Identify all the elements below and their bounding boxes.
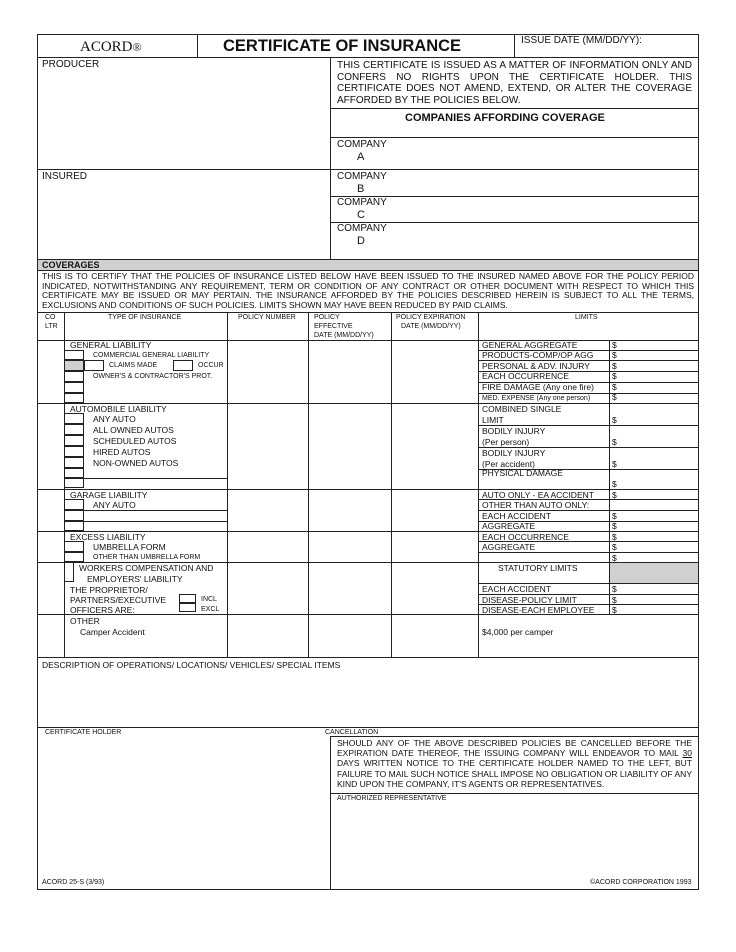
description-label: DESCRIPTION OF OPERATIONS/ LOCATIONS/ VEHICLES/ SPECIAL ITEMS [42, 660, 341, 670]
wc-statutory: STATUTORY LIMITS [498, 563, 578, 573]
wc-limit-1: DISEASE-POLICY LIMIT [482, 595, 577, 605]
garage-dollar-3: $ [612, 521, 617, 531]
wc-dollar-1: $ [612, 595, 617, 605]
other-title: OTHER [70, 616, 100, 626]
auto-title: AUTOMOBILE LIABILITY [70, 404, 167, 414]
wc-incl: INCL [201, 596, 217, 603]
garage-limit-3: AGGREGATE [482, 521, 536, 531]
wc-title-1: WORKERS COMPENSATION AND [79, 563, 214, 573]
gl-dollar-1: $ [612, 350, 617, 360]
other-item: Camper Accident [80, 627, 145, 637]
col-expiration-2: DATE (MM/DD/YY) [401, 323, 461, 330]
producer-label: PRODUCER [42, 59, 100, 70]
gl-claims-made: CLAIMS MADE [109, 362, 158, 369]
col-effective-3: DATE (MM/DD/YY) [314, 332, 374, 339]
insured-label: INSURED [42, 171, 88, 182]
garage-limit-0: AUTO ONLY - EA ACCIDENT [482, 490, 594, 500]
gl-occur: OCCUR [198, 362, 224, 369]
col-effective-1: POLICY [314, 314, 340, 321]
gl-limit-3: EACH OCCURRENCE [482, 371, 569, 381]
excess-dollar-2: $ [612, 553, 617, 563]
auto-item-0: ANY AUTO [93, 414, 136, 424]
gl-cgl: COMMERCIAL GENERAL LIABILITY [93, 352, 210, 359]
col-limits: LIMITS [575, 314, 598, 321]
gl-limit-5: MED. EXPENSE (Any one person) [482, 395, 591, 402]
company-c-letter: C [357, 209, 365, 221]
company-b-letter: B [357, 183, 365, 195]
acord-logo: ACORD® [80, 39, 142, 55]
gl-limit-2: PERSONAL & ADV. INJURY [482, 361, 590, 371]
garage-item: ANY AUTO [93, 500, 136, 510]
garage-limit-1: OTHER THAN AUTO ONLY: [482, 500, 590, 510]
company-b-label: COMPANY [337, 171, 387, 182]
gl-limit-1: PRODUCTS-COMP/OP AGG [482, 350, 594, 360]
auto-bi2-dollar: $ [612, 459, 617, 469]
gl-owners: OWNER'S & CONTRACTOR'S PROT. [93, 373, 213, 380]
garage-dollar-0: $ [612, 490, 617, 500]
auto-bi1: BODILY INJURY [482, 426, 546, 436]
gl-dollar-4: $ [612, 382, 617, 392]
gl-dollar-0: $ [612, 340, 617, 350]
excess-dollar-1: $ [612, 542, 617, 552]
auto-bi2: BODILY INJURY [482, 448, 546, 458]
garage-title: GARAGE LIABILITY [70, 490, 148, 500]
wc-proprietor-1: THE PROPRIETOR/ [70, 585, 148, 595]
other-limit: $4,000 per camper [482, 627, 554, 637]
excess-title: EXCESS LIABILITY [70, 532, 146, 542]
col-type: TYPE OF INSURANCE [108, 314, 182, 321]
auto-csl-dollar: $ [612, 415, 617, 425]
gl-dollar-5: $ [612, 392, 617, 402]
certificate-holder-label: CERTIFICATE HOLDER [45, 729, 122, 736]
wc-dollar-0: $ [612, 584, 617, 594]
col-policy-number: POLICY NUMBER [238, 314, 296, 321]
authorized-representative-label: AUTHORIZED REPRESENTATIVE [337, 795, 447, 802]
auto-bi1b: (Per person) [482, 437, 530, 447]
company-a-label: COMPANY [337, 139, 387, 150]
wc-limit-0: EACH ACCIDENT [482, 584, 551, 594]
auto-csl-2: LIMIT [482, 415, 504, 425]
auto-item-4: NON-OWNED AUTOS [93, 458, 179, 468]
excess-other: OTHER THAN UMBRELLA FORM [93, 554, 201, 561]
auto-csl-1: COMBINED SINGLE [482, 404, 562, 414]
wc-excl: EXCL [201, 606, 220, 613]
auto-item-1: ALL OWNED AUTOS [93, 425, 174, 435]
wc-proprietor-3: OFFICERS ARE: [70, 605, 135, 615]
wc-incl-checkbox[interactable] [179, 594, 196, 603]
excess-limit-1: AGGREGATE [482, 542, 536, 552]
company-c-label: COMPANY [337, 197, 387, 208]
issue-date-label: ISSUE DATE (MM/DD/YY): [521, 35, 642, 46]
company-a-letter: A [357, 151, 365, 163]
notice-days: 30 [682, 748, 692, 759]
coverages-heading: COVERAGES [42, 260, 100, 270]
garage-limit-2: EACH ACCIDENT [482, 511, 551, 521]
copyright: ©ACORD CORPORATION 1993 [590, 879, 692, 886]
cancellation-text: SHOULD ANY OF THE ABOVE DESCRIBED POLICIES BE CANCELLED BEFORE THE EXPIRATION DATE THEREOF, THE ISSUING COMPANY WILL ENDEAVOR TO MAIL 30 DAYS WRITTEN NOTICE TO THE CERTIFICATE HOLDER NAMED TO THE LEFT, BUT FAILURE TO MAIL SUCH NOTICE SHALL IMPOSE NO OBLIGATION OR LIABILITY OF ANY KIND UPON THE COMPANY, IT'S AGENTS OR REPRESENTATIVES. [337, 738, 692, 789]
auto-pd-dollar: $ [612, 479, 617, 489]
gl-limit-0: GENERAL AGGREGATE [482, 340, 578, 350]
auto-bi2b: (Per accident) [482, 459, 535, 469]
auto-pd: PHYSICAL DAMAGE [482, 468, 563, 478]
wc-dollar-2: $ [612, 605, 617, 615]
auto-item-2: SCHEDULED AUTOS [93, 436, 177, 446]
col-effective-2: EFFECTIVE [314, 323, 353, 330]
companies-heading: COMPANIES AFFORDING COVERAGE [405, 112, 605, 124]
gl-title: GENERAL LIABILITY [70, 340, 152, 350]
col-co: CO [45, 314, 56, 321]
form-number: ACORD 25-S (3/93) [42, 879, 105, 886]
wc-title-2: EMPLOYERS' LIABILITY [87, 574, 183, 584]
disclaimer-text: THIS CERTIFICATE IS ISSUED AS A MATTER OF INFORMATION ONLY AND CONFERS NO RIGHTS UPON THE CERTIFICATE HOLDER. THIS CERTIFICATE DOES NOT AMEND, EXTEND, OR ALTER THE COVERAGE AFFORDED BY THE POLICIES BELOW. [337, 60, 692, 106]
gl-limit-4: FIRE DAMAGE (Any one fire) [482, 382, 594, 392]
col-ltr: LTR [45, 323, 58, 330]
col-expiration-1: POLICY EXPIRATION [396, 314, 466, 321]
wc-limit-2: DISEASE-EACH EMPLOYEE [482, 605, 595, 615]
excess-umbrella: UMBRELLA FORM [93, 542, 166, 552]
company-d-label: COMPANY [337, 223, 387, 234]
excess-limit-0: EACH OCCURRENCE [482, 532, 569, 542]
wc-excl-checkbox[interactable] [179, 603, 196, 612]
company-d-letter: D [357, 235, 365, 247]
page-title: CERTIFICATE OF INSURANCE [223, 37, 462, 55]
gl-dollar-3: $ [612, 371, 617, 381]
coverages-statement: THIS IS TO CERTIFY THAT THE POLICIES OF INSURANCE LISTED BELOW HAVE BEEN ISSUED TO THE INSURED NAMED ABOVE FOR THE POLICY PERIOD INDICATED, NOTWITHSTANDING ANY REQUIREMENT, TERM OR CONDITION OF ANY CONTRACT OR OTHER DOCUMENT WITH RESPECT TO WHICH THIS CERTIFICATE MAY BE ISSUED OR MAY PERTAIN. THE INSURANCE AFFORDED BY THE POLICIES DESCRIBED HEREIN IS SUBJECT TO ALL THE TERMS, EXCLUSIONS AND CONDITIONS OF SUCH POLICIES. LIMITS SHOWN MAY HAVE BEEN REDUCED BY PAID CLAIMS. [42, 271, 694, 310]
auto-bi1-dollar: $ [612, 437, 617, 447]
garage-dollar-2: $ [612, 511, 617, 521]
wc-proprietor-2: PARTNERS/EXECUTIVE [70, 595, 167, 605]
auto-item-3: HIRED AUTOS [93, 447, 151, 457]
gl-dollar-2: $ [612, 361, 617, 371]
cancellation-label: CANCELLATION [325, 729, 379, 736]
excess-dollar-0: $ [612, 532, 617, 542]
